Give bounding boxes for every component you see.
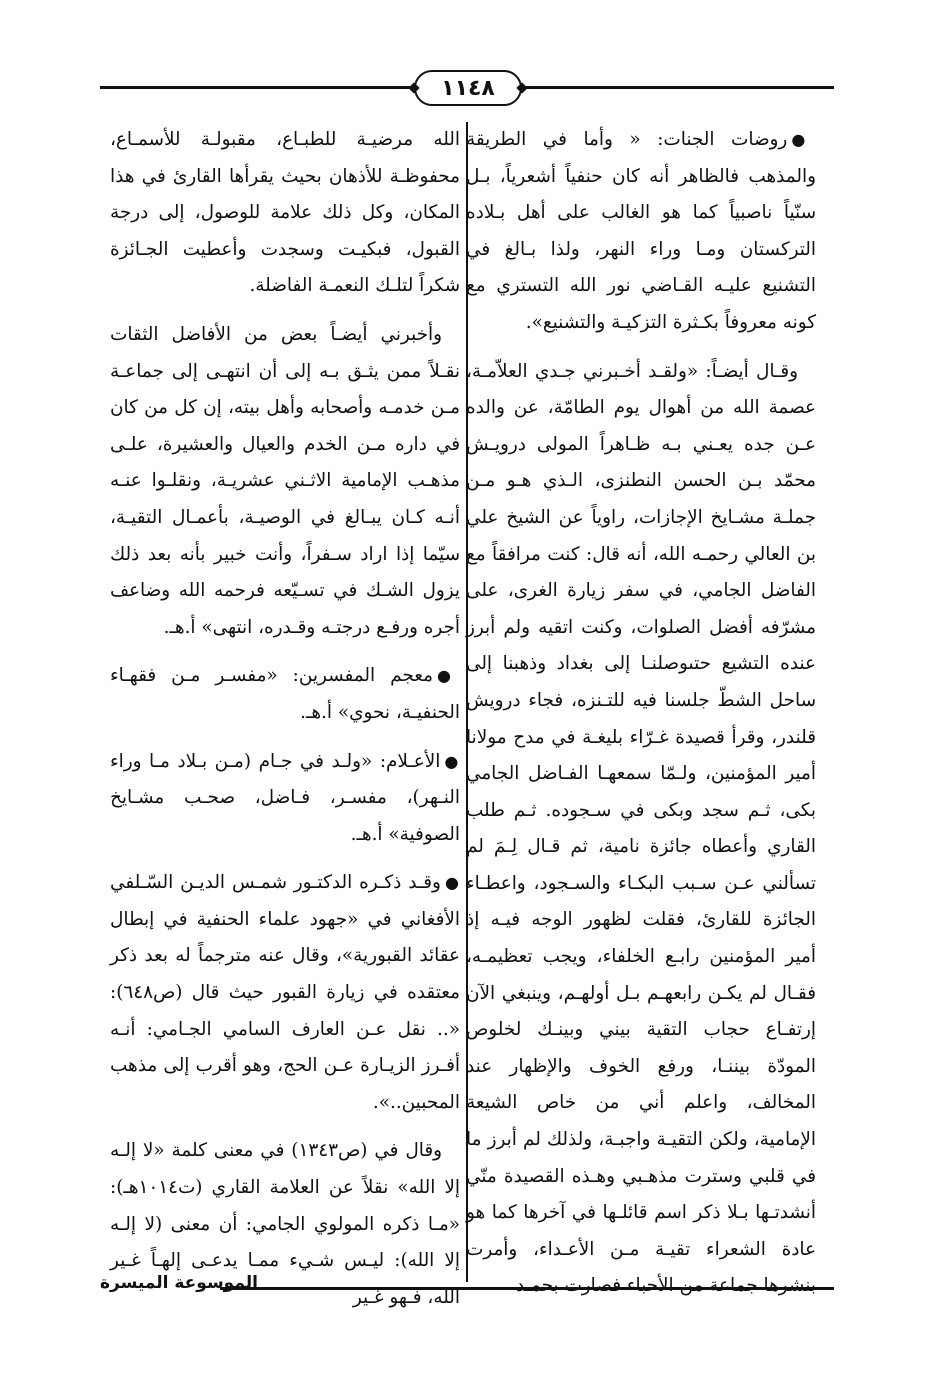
paragraph xyxy=(110,658,460,731)
paragraph: الله مرضيـة للطبـاع، مقبولـة للأسمـاع، محفوظـة للأذهان بحيث يقرأها القارئ في هذا المكان، وكل ذلك علامة للوصول، إلى درجة القبول، فبكيـت وسجدت وأعطيت الجـائزة شكراً لتلـك النعمـة الفاضلة. xyxy=(110,129,460,297)
right-column xyxy=(466,122,816,1317)
bullet-icon: ● xyxy=(436,666,460,686)
column-divider xyxy=(466,122,468,1282)
bullet-icon: ● xyxy=(444,751,460,771)
page-number: ١١٤٨ xyxy=(441,75,495,101)
paragraph: وقال في (ص١٣٤٣) في معنى كلمة «لا إلـه إلا الله» نقلاً عن العلامة القاري (ت١٠١٤هـ): «مـا ذكره المولوي الجامي: أن معنى (لا إلـه إلا الله): ليـس شـيء ممـا يدعـى إلهـاً غـير الله، فـهو غـير xyxy=(110,1140,460,1308)
paragraph xyxy=(466,122,816,342)
paragraph: وقـال أيضـاً: «ولقـد أخـبرني جـدي العلاّمـة، عصمة الله من أهوال يوم الطامّة، عن والده عـن جده يعـني بـه ظـاهراً المولى درويـش محمّد بـن الحسن النطنزى، الـذي هـو مـن جملـة مشـايخ الإجازات، راوياً عن الشيخ علي بن العالي رحمـه الله، أنه قال: كنت مرافقاً مع الفاضل الجامي، في سفر زيارة الغرى، على مشرّفه أفضل الصلوات، وكنت اتقيه ولم أبرز عنده التشيع حتىوصلنـا إلى بغداد وذهبنا إلى ساحل الشطّ جلسنا فيه للتـنزه، فجاء درويش قلندر، وقرأ قصيدة غـرّاء بليغـة في مدح مولانا أمير المؤمنين، ولـمّا سمعهـا الفـاضل الجامي بكى، ثـم سجد وبكى في سـجوده. ثـم طلب القاري وأعطاه جائزة نامية، ثم قـال لِـمَ لم تسألني عـن سـبب البكـاء والسـجود، واعطـاء الجائزة للقارئ، فقلت لظهور الوجه فيـه إذ أمير المؤمنين رابـع الخلفاء، ويجب تعظيمـه، فقـال لم يكـن رابعهـم بـل أولهـم، وينبغي الآن إرتفـاع حجاب التقية بيني وبينـك لخلوص المودّة بيننـا، ورفع الخوف والإظهار عند المخالف، واعلم أني من خاص الشيعة الإمامية، ولكن التقيـة واجبـة، ولذلك لم أبرز ما في قلبي وسترت مذهـبي وهـذه القصيدة منّي أنشدتـها بـلا ذكر اسم قائلـها في آخرها كما هو عادة الشعراء تقيـة مـن الأعـداء، وأمرت بنشرها جماعة من الأحباء فصارت بحمـد xyxy=(466,360,816,1297)
page-number-frame xyxy=(414,70,522,106)
paragraph: وأخبرني أيضـاً بعض من الأفاضل الثقات نقـلاً ممن يثـق بـه إلى أن انتهـى إلى جماعـة مـن خدمـه وأصحابه وأهل بيته، إن كل من كان في داره مـن الخدم والعيال والعشيرة، علـى مذهـب الإمامية الاثـني عشريـة، ونقلـوا عنـه أنـه كـان يبـالغ في الوصيـة، بأعمـال التقيـة، سيّما إذا اراد سـفراً، وأنت خبير بأنه بعد ذلك يزول الشـك في تسـيّعه فرحمه الله وضاعف أجره ورفـع درجتـه وقـدره، انتهى» أ.هـ. xyxy=(110,323,460,638)
paragraph xyxy=(110,744,460,854)
paragraph xyxy=(110,865,460,1121)
paragraph-text: وقـد ذكـره الدكتـور شمـس الديـن السّـلفي الأفغاني في «جهود علماء الحنفية في إبطال عقائد القبورية»، وقال عنه مترجماً له بعد ذكر معتقده في زيارة القبور حيث قال (ص٦٤٨): «.. نقل عـن العارف السامي الجـامي: أنـه أفـرز الزيـارة عـن الحج، وهو أقرب إلى مذهب المحبين..». xyxy=(110,872,460,1113)
paragraph-text: الأعـلام: «ولـد في جـام (مـن بـلاد مـا وراء النـهر)، مفسـر، فـاضل، صحـب مشـايخ الصوفية» أ.هـ. xyxy=(110,750,460,845)
paragraph-text: معجم المفسرين: «مفسـر مـن فقهـاء الحنفيـة، نحوي» أ.هـ. xyxy=(110,665,460,723)
header-rule-right xyxy=(514,86,834,89)
page-header xyxy=(0,66,934,106)
left-column xyxy=(110,122,460,1328)
bullet-icon: ● xyxy=(791,130,816,149)
footer-title: الموسوعة الميسرة xyxy=(100,1273,258,1293)
paragraph-text: روضات الجنات: « وأما في الطريقة والمذهب فالظاهر أنه كان حنفياً أشعرياً، بـل سنّياً ناصبياً كما هو الغالب على أهل بـلاده التركستان ومـا وراء النهر، ولذا بـالغ في التشنيع عليـه القـاضي نور الله التستري مع كونه معروفاً بكـثرة التزكيـة والتشنيع». xyxy=(466,129,816,333)
bullet-icon: ● xyxy=(444,873,460,893)
footer-rule xyxy=(220,1287,834,1290)
header-rule-left xyxy=(100,86,420,89)
page-footer xyxy=(100,1273,834,1301)
